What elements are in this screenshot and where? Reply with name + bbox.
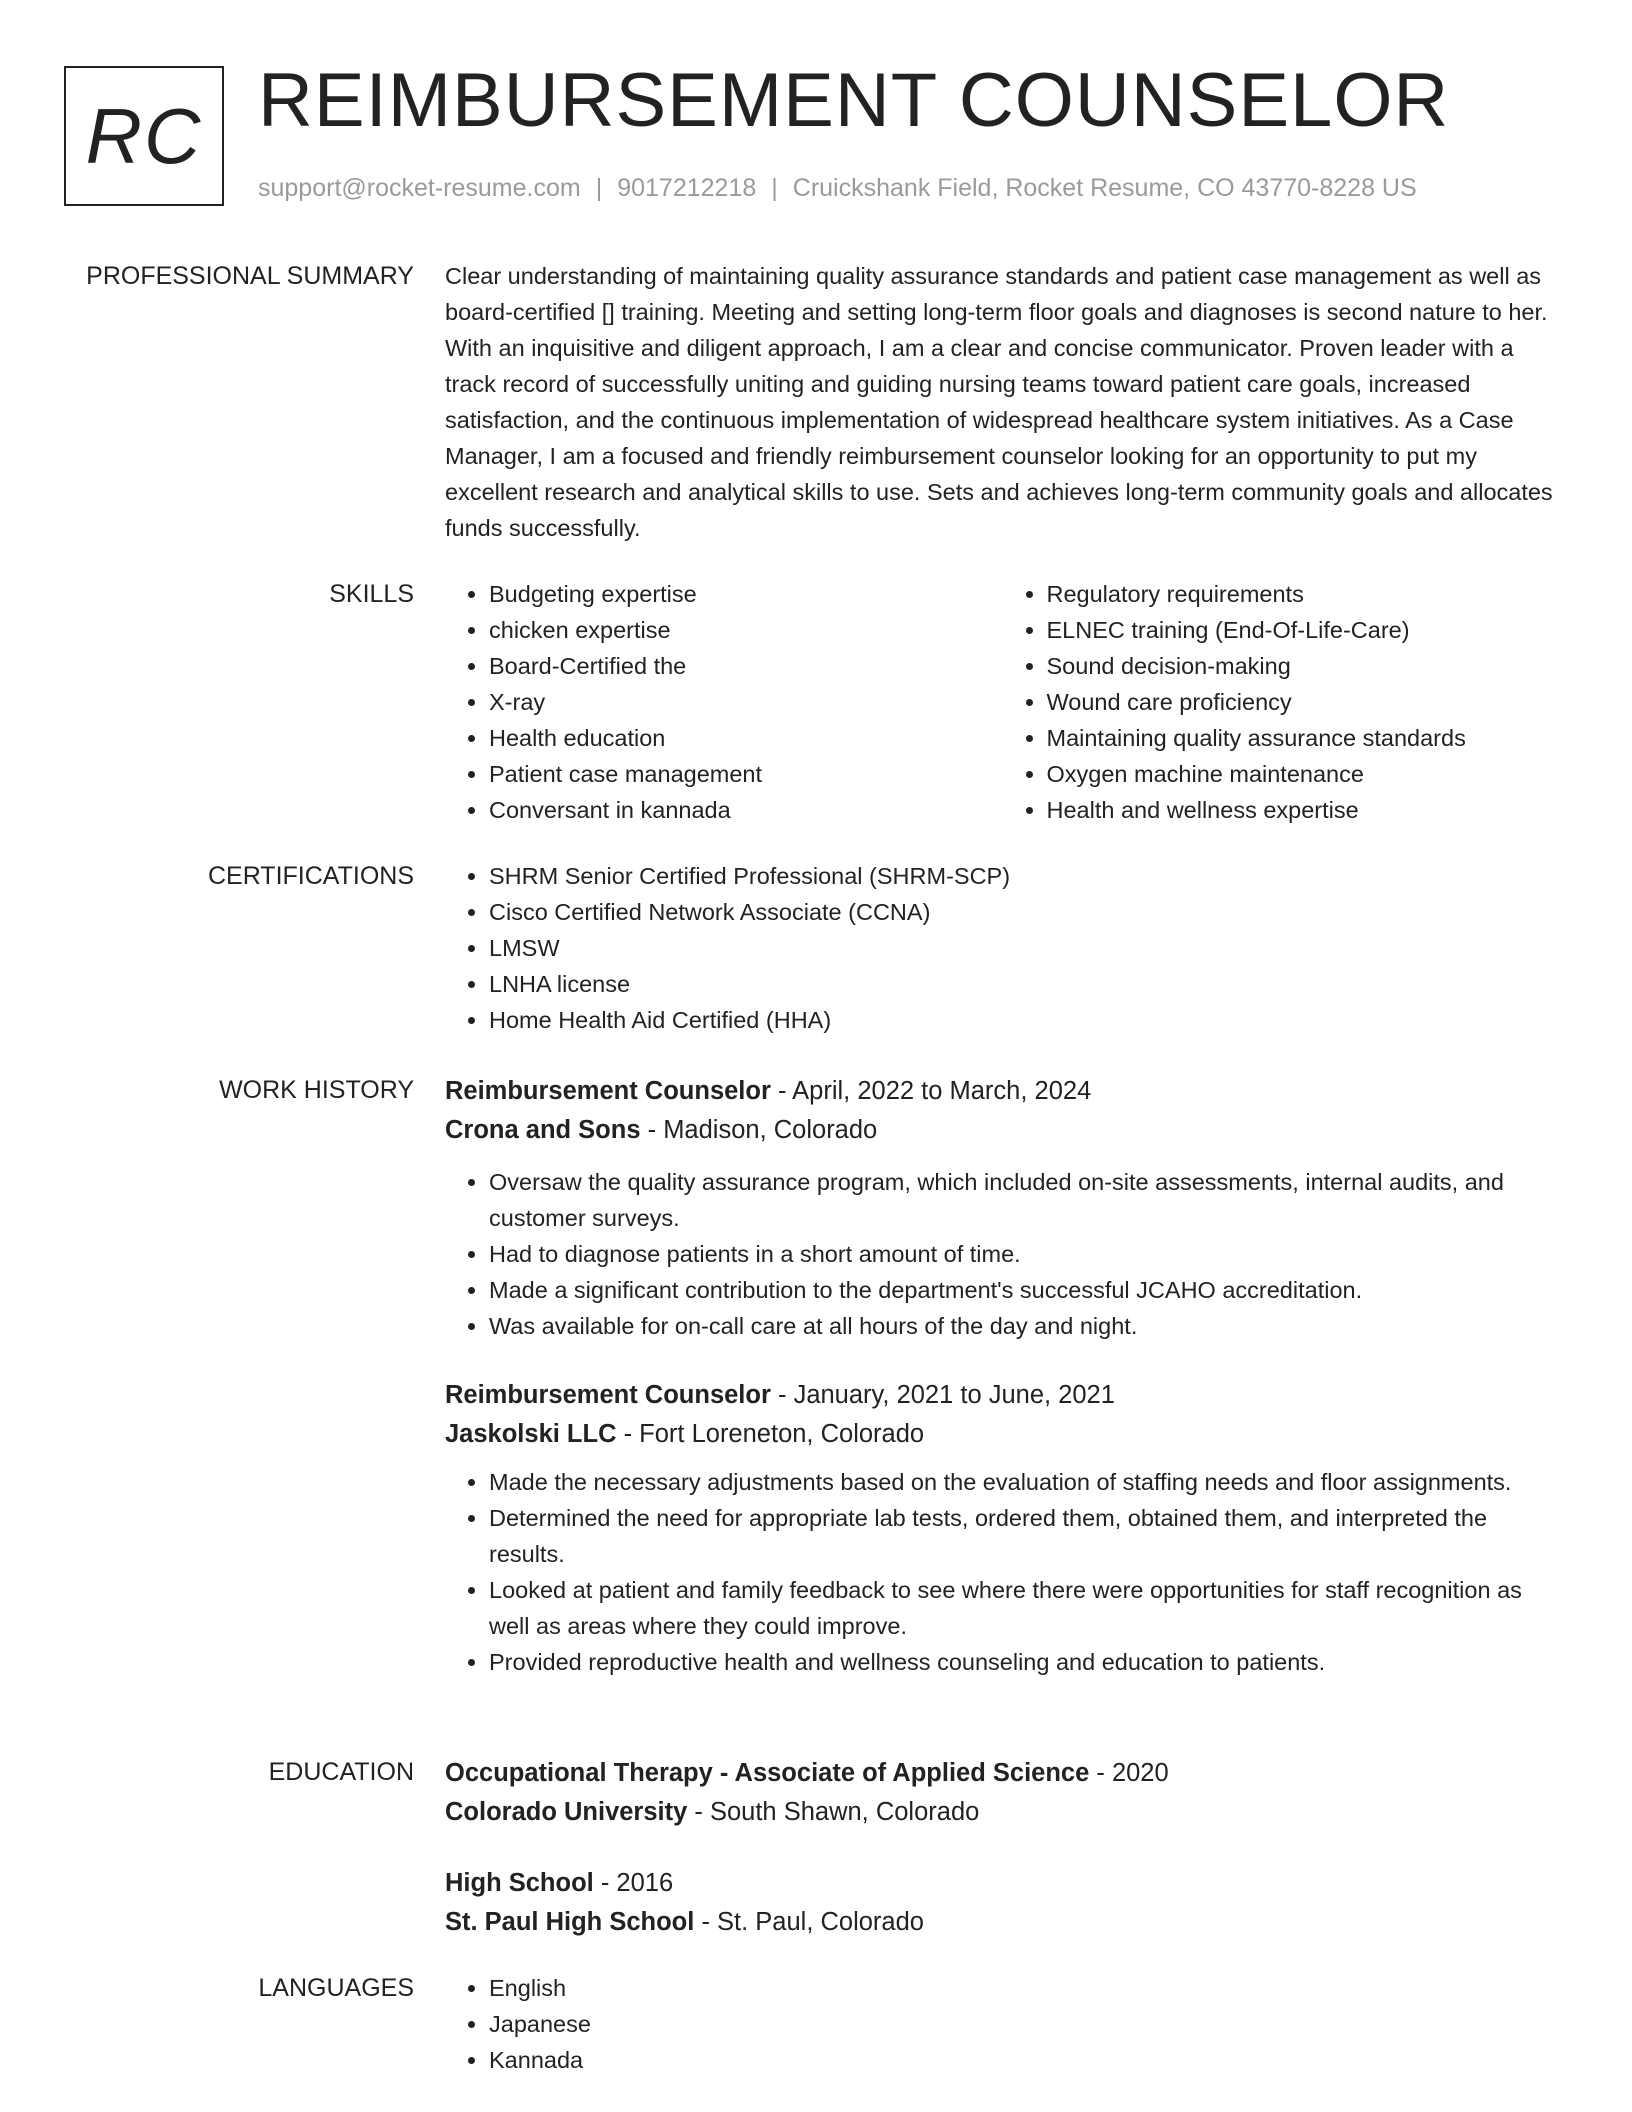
contact-address: Cruickshank Field, Rocket Resume, CO 43770-8228 US — [792, 174, 1417, 202]
job-role: Reimbursement Counselor — [445, 1381, 771, 1409]
section-body — [445, 576, 1560, 828]
education-degree: High School — [445, 1869, 594, 1897]
section-title: LANGUAGES — [258, 1974, 414, 2002]
skills-columns — [445, 576, 1560, 828]
list-item: • Home Health Aid Certified (HHA) — [489, 1002, 1560, 1038]
page-title: REIMBURSEMENT COUNSELOR — [258, 58, 1450, 143]
list-item: • Maintaining quality assurance standards — [1047, 720, 1561, 756]
list-item: • Japanese — [489, 2006, 1560, 2042]
languages-list — [445, 1970, 1560, 2078]
job-company: Crona and Sons — [445, 1116, 641, 1144]
education-school: St. Paul High School — [445, 1908, 695, 1936]
list-item: • Sound decision-making — [1047, 648, 1561, 684]
list-item: • Budgeting expertise — [489, 576, 1003, 612]
contact-separator: | — [595, 174, 603, 202]
list-item: • Determined the need for appropriate lab tests, ordered them, obtained them, and interpreted the results. — [489, 1500, 1560, 1572]
education-location: - South Shawn, Colorado — [687, 1798, 980, 1826]
contact-line — [258, 174, 1417, 203]
job-entry — [445, 1376, 1560, 1680]
list-item: • Made a significant contribution to the department's successful JCAHO accreditation. — [489, 1272, 1560, 1308]
skills-list-left — [445, 576, 1003, 828]
list-item: • Health education — [489, 720, 1003, 756]
job-location: - Madison, Colorado — [640, 1116, 878, 1144]
job-company-line — [445, 1111, 1560, 1150]
section-body — [445, 1072, 1560, 1344]
list-item: • Health and wellness expertise — [1047, 792, 1561, 828]
education-year: - 2020 — [1089, 1759, 1169, 1787]
job-location: - Fort Loreneton, Colorado — [616, 1420, 925, 1448]
section-body — [445, 1754, 1560, 1832]
list-item: • Oversaw the quality assurance program, which included on-site assessments, internal audits, and customer surveys. — [489, 1164, 1560, 1236]
monogram-logo: RC — [64, 66, 224, 206]
section-body — [445, 858, 1560, 1038]
job-dates: - April, 2022 to March, 2024 — [770, 1077, 1092, 1105]
education-school-line — [445, 1793, 1560, 1832]
section-title: PROFESSIONAL SUMMARY — [86, 262, 414, 290]
section-body — [445, 1970, 1560, 2078]
list-item: • X-ray — [489, 684, 1003, 720]
job-company-line — [445, 1415, 1560, 1454]
summary-text: Clear understanding of maintaining quality assurance standards and patient case management as well as board-certified [] training. Meeting and setting long-term floor goals and diagnoses is second nature to her. With an inquisitive and diligent approach, I am a clear and concise communicator. Proven leader with a track record of successfully uniting and guiding nursing teams toward patient care goals, increased satisfaction, and the continuous implementation of widespread healthcare system initiatives. As a Case Manager, I am a focused and friendly reimbursement counselor looking for an opportunity to put my excellent research and analytical skills to use. Sets and achieves long-term community goals and allocates funds successfully. — [445, 263, 1553, 541]
education-year: - 2016 — [593, 1869, 674, 1897]
list-item: • Oxygen machine maintenance — [1047, 756, 1561, 792]
education-degree-line — [445, 1754, 1560, 1793]
job-dates: - January, 2021 to June, 2021 — [770, 1381, 1115, 1409]
contact-email[interactable]: support@rocket-resume.com — [258, 174, 581, 202]
contact-separator: | — [771, 174, 778, 202]
list-item: • Looked at patient and family feedback to see where there were opportunities for staff recognition as well as areas where they could improve. — [489, 1572, 1560, 1644]
skills-list-right — [1003, 576, 1561, 828]
education-school-line — [445, 1903, 1560, 1942]
list-item: • Regulatory requirements — [1047, 576, 1561, 612]
list-item: • Was available for on-call care at all hours of the day and night. — [489, 1308, 1560, 1344]
list-item: • Board-Certified the — [489, 648, 1003, 684]
section-body — [445, 258, 1560, 546]
job-bullets — [445, 1164, 1560, 1344]
section-title: CERTIFICATIONS — [207, 862, 414, 890]
list-item: • Patient case management — [489, 756, 1003, 792]
section-title: WORK HISTORY — [219, 1076, 414, 1104]
list-item: • Cisco Certified Network Associate (CCNA) — [489, 894, 1560, 930]
education-degree: Occupational Therapy - Associate of Applied Science — [445, 1759, 1090, 1787]
job-role-line — [445, 1376, 1560, 1415]
job-bullets — [445, 1464, 1560, 1680]
section-body — [445, 1864, 1560, 1942]
list-item: • English — [489, 1970, 1560, 2006]
list-item: • chicken expertise — [489, 612, 1003, 648]
list-item: • SHRM Senior Certified Professional (SHRM-SCP) — [489, 858, 1560, 894]
list-item: • Conversant in kannada — [489, 792, 1003, 828]
job-entry — [445, 1072, 1560, 1344]
job-company: Jaskolski LLC — [445, 1420, 617, 1448]
certifications-list — [445, 858, 1560, 1038]
job-role: Reimbursement Counselor — [445, 1077, 771, 1105]
education-school: Colorado University — [445, 1798, 688, 1826]
education-location: - St. Paul, Colorado — [694, 1908, 924, 1936]
section-body — [445, 1376, 1560, 1680]
list-item: • Made the necessary adjustments based on the evaluation of staffing needs and floor assignments. — [489, 1464, 1560, 1500]
list-item: • ELNEC training (End-Of-Life-Care) — [1047, 612, 1561, 648]
job-role-line — [445, 1072, 1560, 1111]
list-item: • Had to diagnose patients in a short amount of time. — [489, 1236, 1560, 1272]
education-degree-line — [445, 1864, 1560, 1903]
list-item: • Provided reproductive health and wellness counseling and education to patients. — [489, 1644, 1560, 1680]
contact-phone[interactable]: 9017212218 — [617, 174, 757, 202]
section-title: SKILLS — [329, 580, 414, 608]
section-title: EDUCATION — [268, 1758, 414, 1786]
list-item: • Wound care proficiency — [1047, 684, 1561, 720]
list-item: • LNHA license — [489, 966, 1560, 1002]
list-item: • LMSW — [489, 930, 1560, 966]
list-item: • Kannada — [489, 2042, 1560, 2078]
